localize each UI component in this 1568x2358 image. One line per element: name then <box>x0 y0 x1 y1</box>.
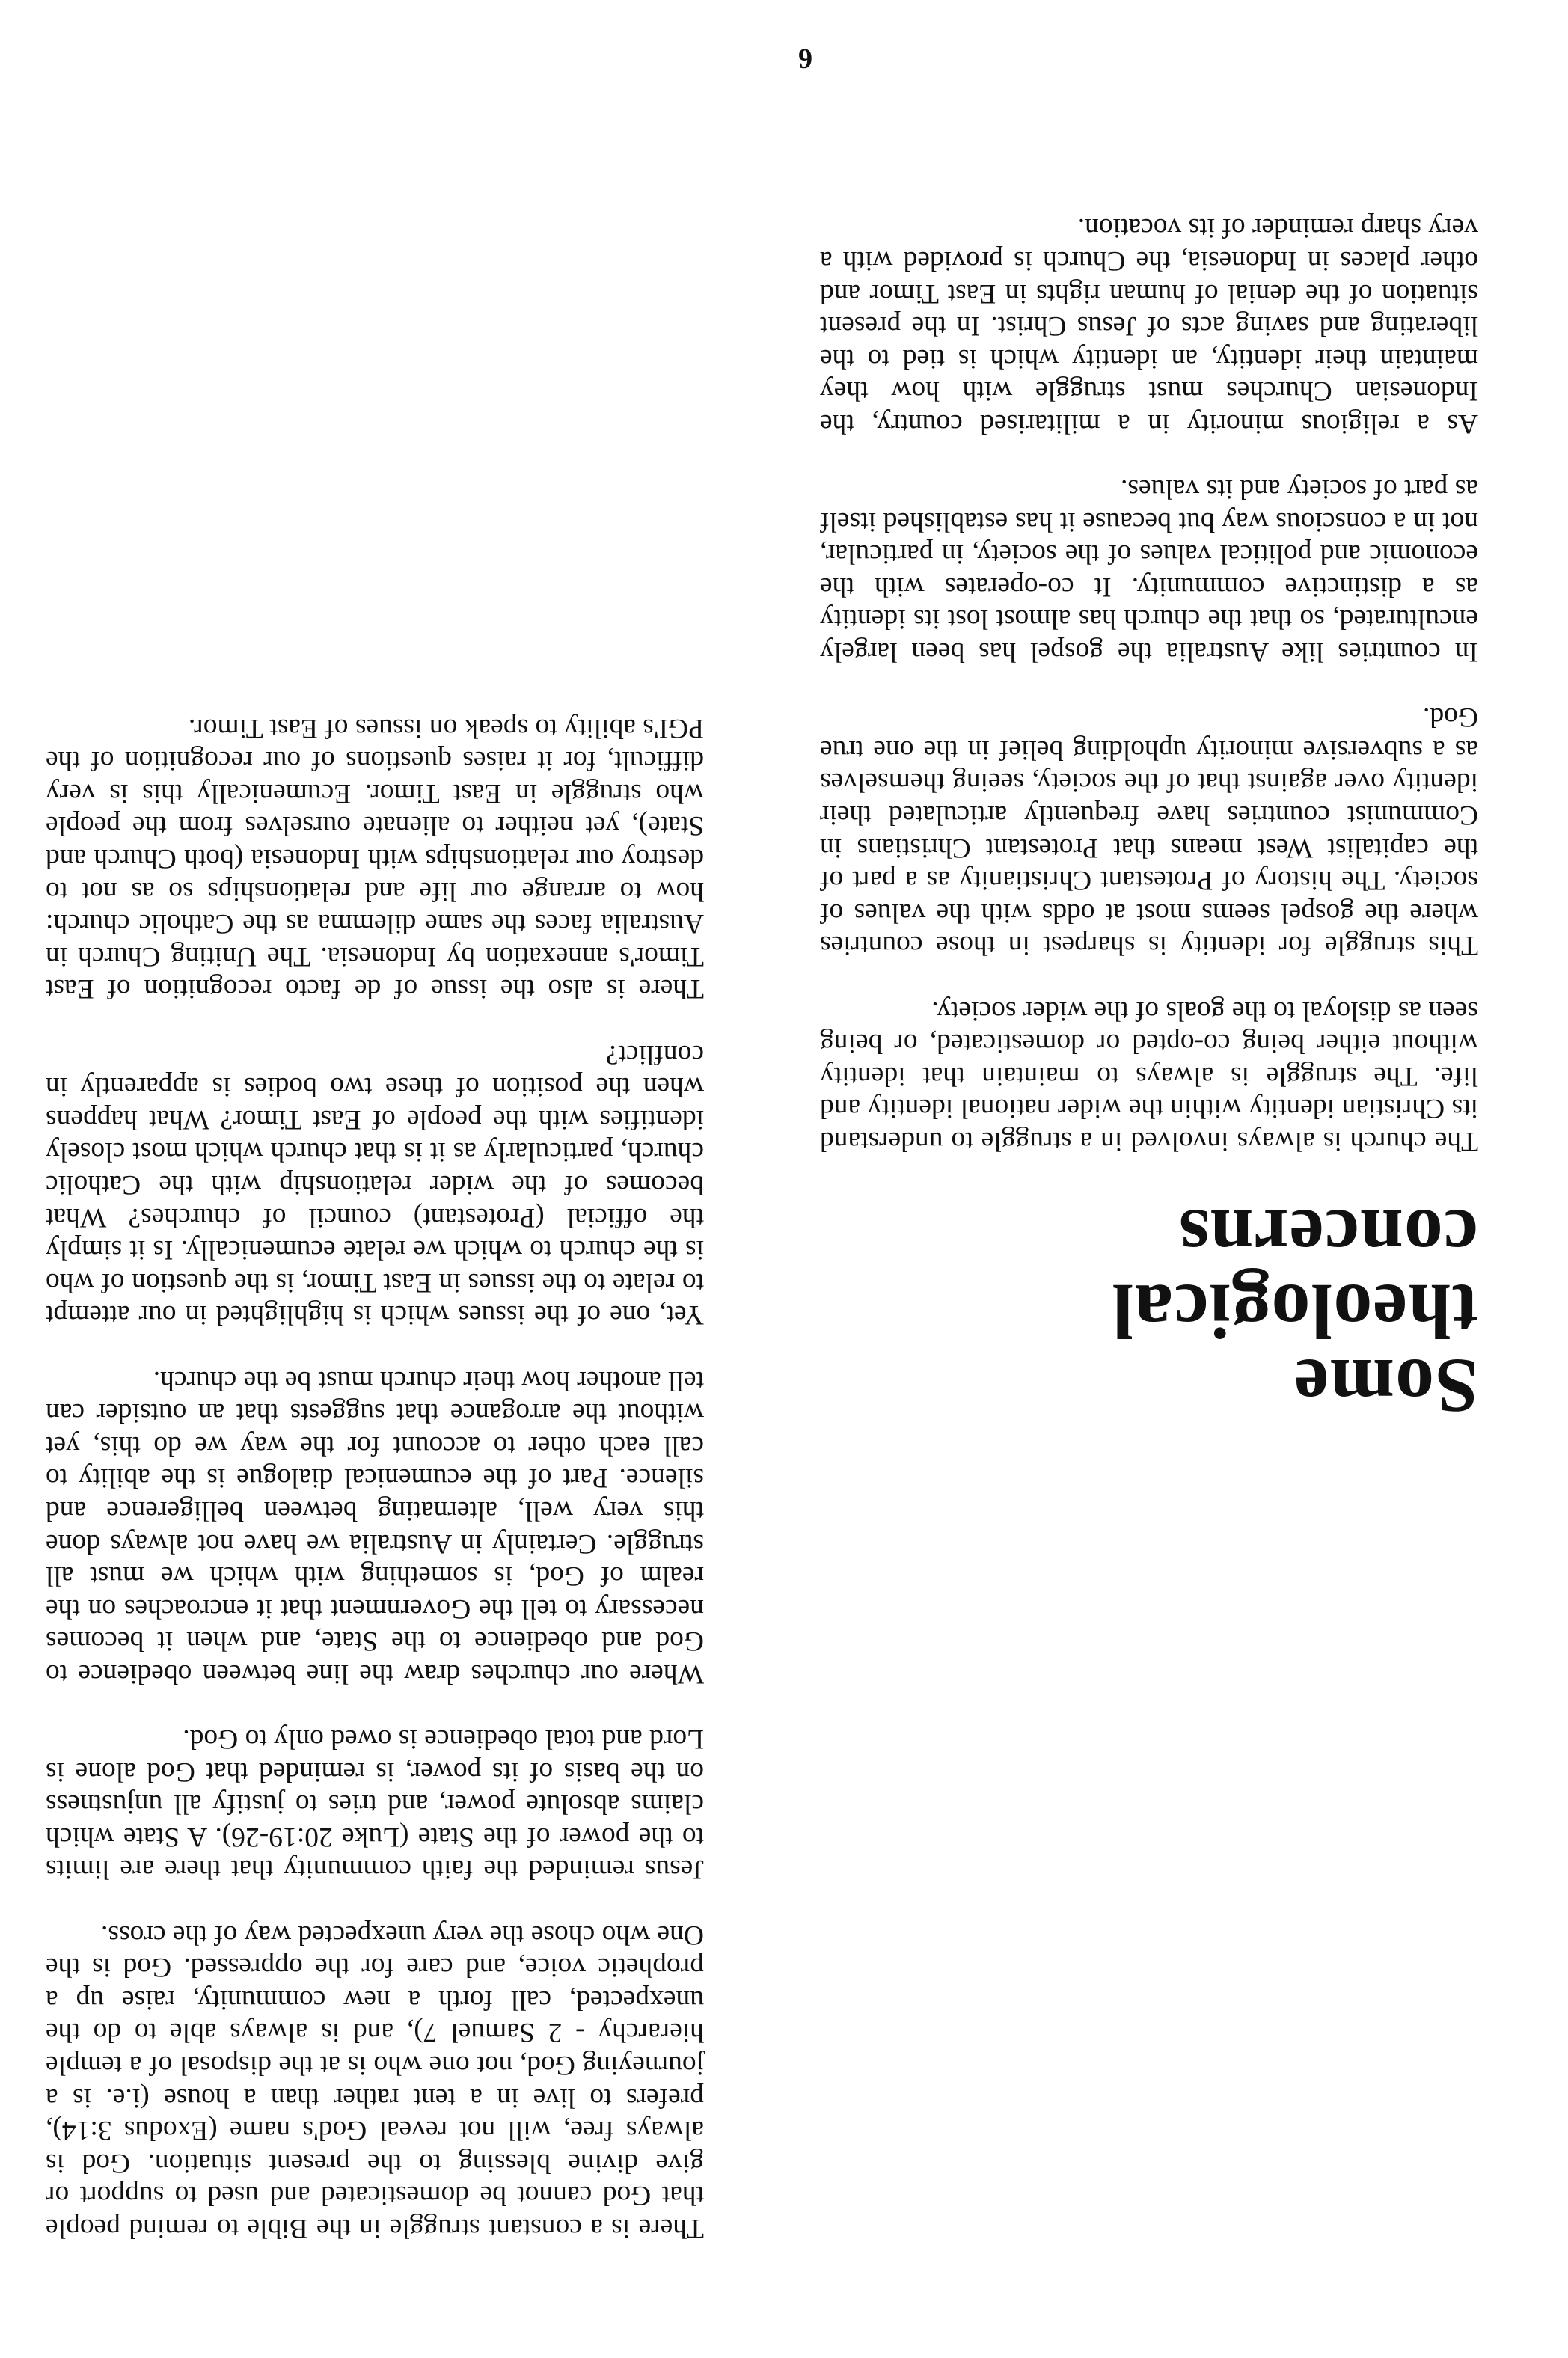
paragraph: This struggle for identity is sharpest in those countries where the gospel seems most at odds with the values of society. The history of Protestant Christianity as a part of the capitalist West means that Protestant Christians in Communist countries have frequently articulated their identity over against that of the society, seeing themselves as a subversive minority upholding belief in the one true God. <box>820 702 1478 961</box>
article-title <box>1111 1193 1478 1429</box>
paragraph: The church is always involved in a struggle to understand its Christian identity within the wider national identity and life. The struggle is always to maintain that identity without either being co-opted or domesticated, or being seen as disloyal to the goals of the wider society. <box>820 995 1478 1157</box>
paragraph: Jesus reminded the faith community that there are limits to the power of the State (Luke 20:19-26). A State which claims absolute power, and tries to justify all unjustness on the basis of its power, is reminded that God alone is Lord and total obedience is owed only to God. <box>46 1724 704 1885</box>
title-line: concerns <box>1178 1193 1478 1279</box>
page-number: 6 <box>798 43 812 74</box>
body-column-intro <box>820 179 1478 1157</box>
title-line: theological <box>1111 1268 1478 1354</box>
paragraph: Where our churches draw the line between obedience to God and obedience to the State, and when it becomes necessary to tell the Government that it encroaches on the realm of God, is something with which we must all struggle. Certainly in Australia we have not always done this very well, alternating between belligerence and silence. Part of the ecumenical dialogue is the ability to call each other to account for the way we do this, yet without the arrogance that suggests that an outsider can tell another how their church must be the church. <box>46 1365 704 1689</box>
paragraph: Yet, one of the issues which is highlighted in our attempt to relate to the issues in East Timor, is the question of who is the church to which we relate ecumenically. Is it simply the official (Protestant) council of churches? What becomes of the wider relationship with the Catholic church, particularly as it is that church which most closely identifies with the people of East Timor? What happens when the position of these two bodies is apparently in conflict? <box>46 1038 704 1331</box>
paragraph: In countries like Australia the gospel has been largely enculturated, so that the church has almost lost its identity as a distinctive community. It co-operates with the economic and political values of the society, in particular, not in a conscious way but because it has established itself as part of society and its values. <box>820 474 1478 668</box>
title-line: Some <box>1293 1343 1478 1429</box>
paragraph: There is a constant struggle in the Bible to remind people that God cannot be domesticated and used to support or give divine blessing to the present situation. God is always free, will not reveal God's name (Exodus 3:14), prefers to live in a tent rather than a house (i.e. is a journeying God, not one who is at the disposal of a temple hierarchy - 2 Samuel 7), and is always able to do the unexpected, call forth a new community, raise up a prophetic voice, and care for the oppressed. God is the One who chose the very unexpected way of the cross. <box>46 1919 704 2244</box>
paragraph: As a religious minority in a militarised country, the Indonesian Churches must struggle with how they maintain their identity, an identity which is tied to the liberating and saving acts of Jesus Christ. In the present situation of the denial of human rights in East Timor and other places in Indonesia, the Church is provided with a very sharp reminder of its vocation. <box>820 212 1478 439</box>
paragraph: There is also the issue of de facto recognition of East Timor's annexation by Indonesia. The Uniting Church in Australia faces the same dilemma as the Catholic church: how to arrange our life and relationships so as not to destroy our relationships with Indonesia (both Church and State), yet neither to alienate ourselves from the people who struggle in East Timor. Ecumenically this is very difficult, for it raises questions of our recognition of the PGI's ability to speak on issues of East Timor. <box>46 712 704 1005</box>
body-column-left <box>46 679 704 2245</box>
